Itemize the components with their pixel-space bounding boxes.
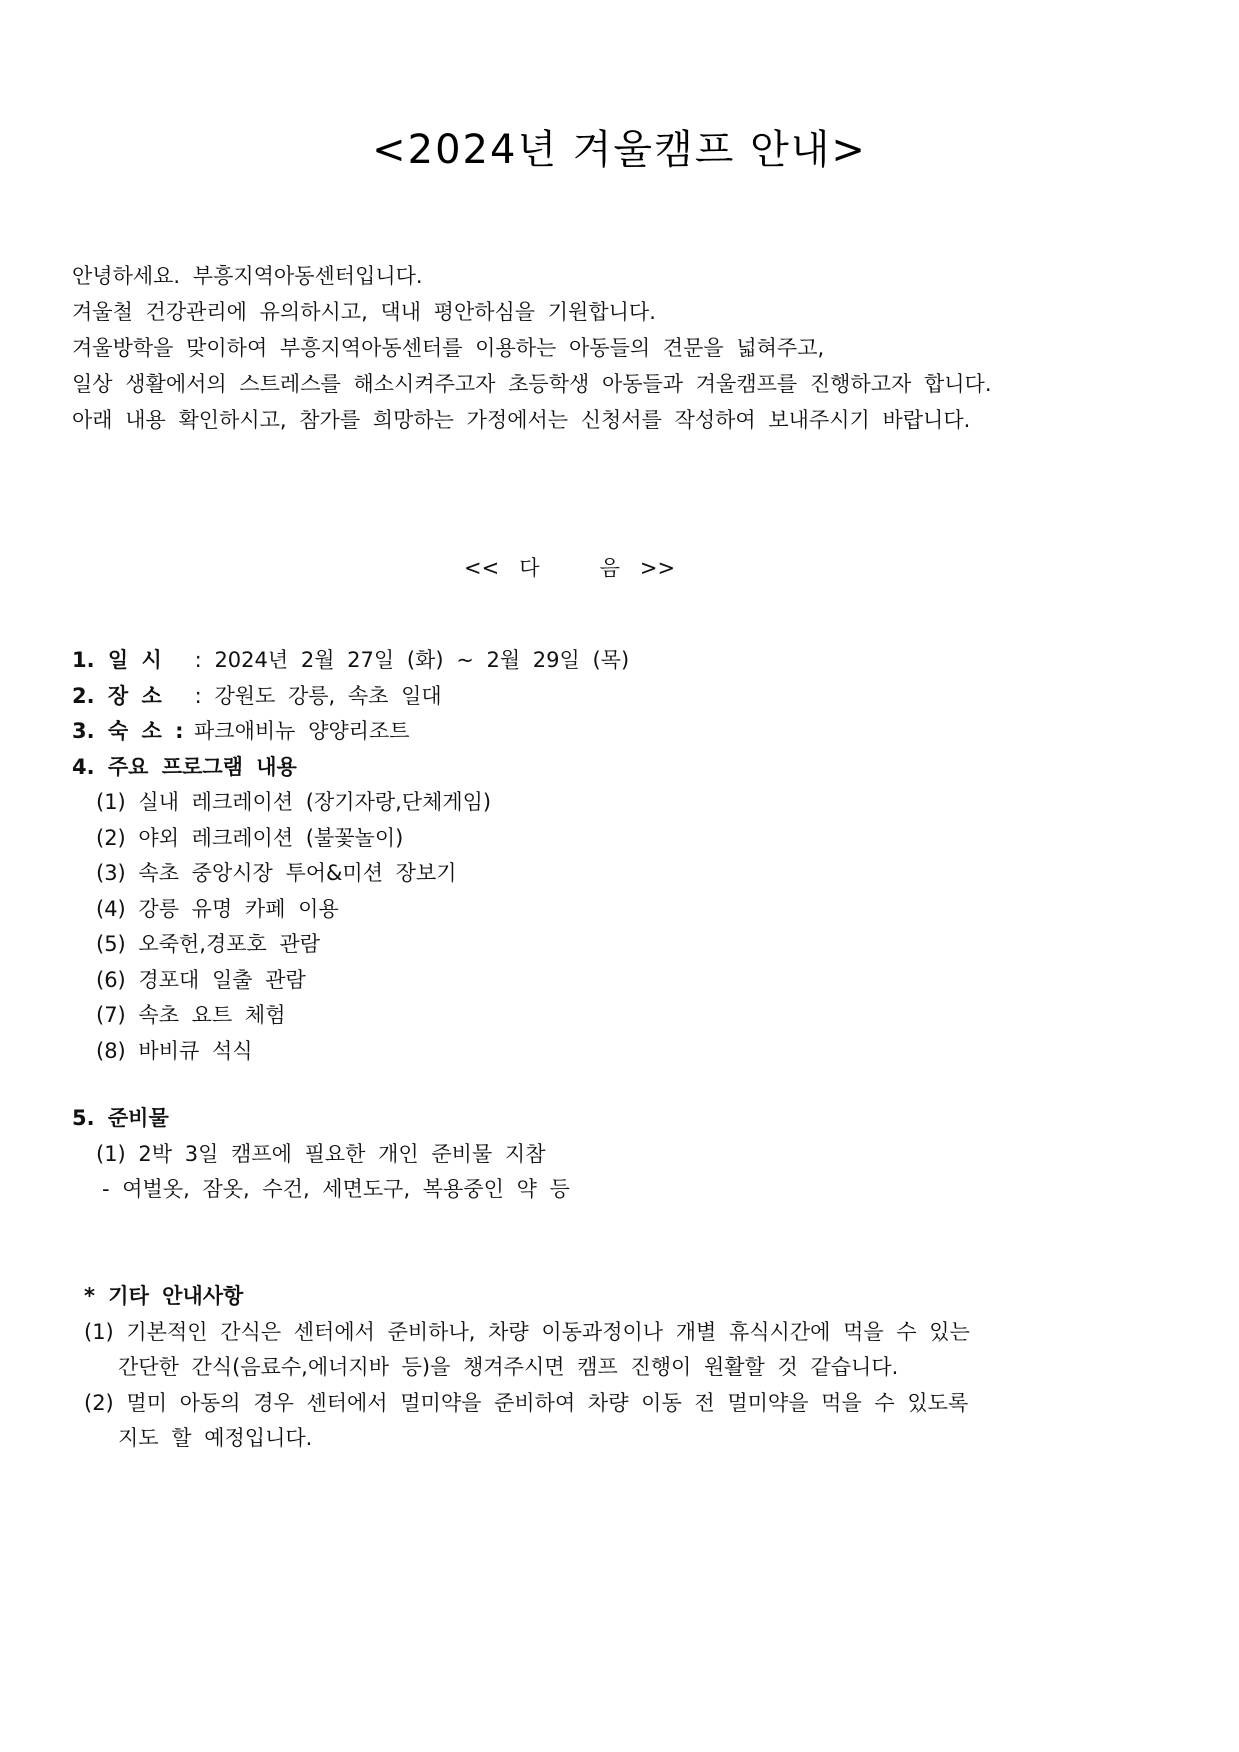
detail-place xyxy=(72,679,1172,715)
program-item: (8) 바비큐 석식 xyxy=(96,1038,253,1063)
detail-date xyxy=(72,643,1172,679)
notes-section xyxy=(72,1279,1172,1457)
program-item: (4) 강릉 유명 카페 이용 xyxy=(96,896,339,921)
notes-heading: * 기타 안내사항 xyxy=(84,1284,244,1308)
program-item: (2) 야외 레크레이션 (불꽃놀이) xyxy=(96,825,404,850)
intro-line: 안녕하세요. 부흥지역아동센터입니다. xyxy=(72,264,423,288)
prep-section xyxy=(72,1101,1172,1208)
section-divider-heading: << 다 음 >> xyxy=(464,556,676,580)
detail-label: 3. 숙 소 : xyxy=(72,719,184,743)
detail-separator: : xyxy=(182,648,215,672)
prep-detail: - 여벌옷, 잠옷, 수건, 세면도구, 복용중인 약 등 xyxy=(102,1177,570,1201)
intro-line: 겨울철 건강관리에 유의하시고, 댁내 평안하심을 기원합니다. xyxy=(72,300,656,324)
details-section xyxy=(72,643,1172,1069)
intro-line: 아래 내용 확인하시고, 참가를 희망하는 가정에서는 신청서를 작성하여 보내주시기 바랍니다. xyxy=(72,408,971,432)
program-heading: 4. 주요 프로그램 내용 xyxy=(72,754,297,779)
detail-separator: : xyxy=(182,683,215,708)
program-item: (7) 속초 요트 체험 xyxy=(96,1003,286,1027)
program-item: (5) 오죽헌,경포호 관람 xyxy=(96,932,321,956)
program-item: (1) 실내 레크레이션 (장기자랑,단체게임) xyxy=(96,790,492,814)
program-item: (6) 경포대 일출 관람 xyxy=(96,967,306,992)
detail-label: 2. 장 소 xyxy=(72,683,162,708)
intro-line: 일상 생활에서의 스트레스를 해소시켜주고자 초등학생 아동들과 겨울캠프를 진행하고자 합니다. xyxy=(72,372,992,396)
note-line: 지도 할 예정입니다. xyxy=(118,1426,313,1450)
detail-value: 파크애비뉴 양양리조트 xyxy=(194,719,410,743)
intro-line: 겨울방학을 맞이하여 부흥지역아동센터를 이용하는 아동들의 견문을 넓혀주고, xyxy=(72,336,825,360)
detail-lodging xyxy=(72,714,1172,750)
detail-label: 1. 일 시 xyxy=(72,648,162,672)
detail-value: 강원도 강릉, 속초 일대 xyxy=(214,683,442,708)
note-line: (1) 기본적인 간식은 센터에서 준비하나, 차량 이동과정이나 개별 휴식시간에 먹을 수 있는 xyxy=(84,1319,970,1344)
document-title: <2024년 겨울캠프 안내> xyxy=(372,127,867,173)
detail-value: 2024년 2월 27일 (화) ~ 2월 29일 (목) xyxy=(214,648,630,672)
program-item: (3) 속초 중앙시장 투어&미션 장보기 xyxy=(96,861,457,885)
note-line: 간단한 간식(음료수,에너지바 등)을 챙겨주시면 캠프 진행이 원활할 것 같습니다. xyxy=(118,1355,899,1379)
intro-paragraph xyxy=(72,258,1192,438)
prep-heading: 5. 준비물 xyxy=(72,1106,169,1130)
prep-item: (1) 2박 3일 캠프에 필요한 개인 준비물 지참 xyxy=(96,1141,546,1166)
note-line: (2) 멀미 아동의 경우 센터에서 멀미약을 준비하여 차량 이동 전 멀미약을 먹을 수 있도록 xyxy=(84,1390,969,1415)
